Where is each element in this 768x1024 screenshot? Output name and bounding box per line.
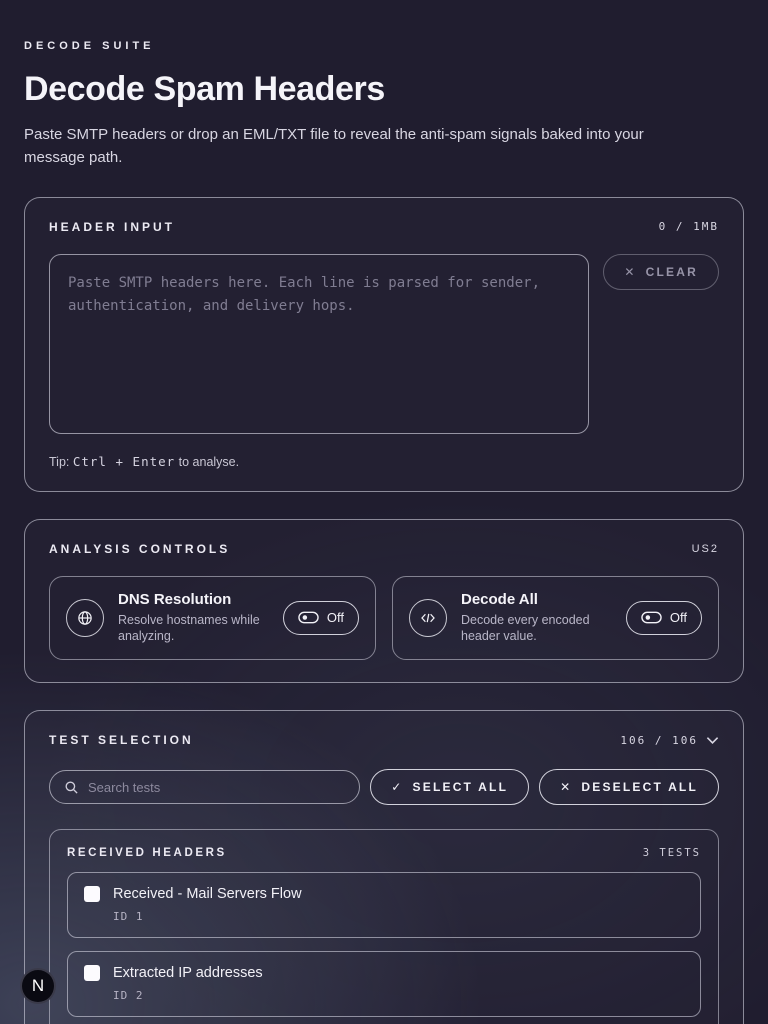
globe-icon	[66, 599, 104, 637]
select-all-button[interactable]	[370, 769, 529, 805]
page-title: Decode Spam Headers	[24, 70, 385, 108]
dns-resolution-toggle[interactable]	[283, 601, 359, 635]
test-item-received-mail-servers-flow[interactable]	[67, 872, 701, 938]
group-test-count: 3 TESTS	[642, 847, 701, 860]
header-input-label: HEADER INPUT	[49, 219, 176, 234]
test-row	[84, 965, 684, 981]
dev-badge-letter: N	[31, 976, 45, 995]
selection-counter: 106 / 106	[620, 733, 698, 747]
header-input-row	[49, 254, 719, 434]
tip-prefix: Tip:	[49, 454, 70, 469]
code-icon	[409, 599, 447, 637]
clear-button[interactable]	[603, 254, 719, 290]
search-box[interactable]	[49, 770, 360, 804]
test-selection-head	[49, 733, 719, 747]
hero	[24, 40, 744, 170]
deselect-all-button[interactable]	[539, 769, 719, 805]
close-icon: ✕	[560, 780, 573, 795]
page-description: Paste SMTP headers or drop an EML/TXT file to reveal the anti-spam signals baked into your message path.	[24, 126, 644, 167]
decode-all-description: Decode every encoded header value.	[461, 612, 590, 644]
test-id: ID 1	[113, 910, 144, 924]
selection-counter-wrap	[620, 734, 719, 747]
analysis-controls-label: ANALYSIS CONTROLS	[49, 541, 231, 556]
tip-shortcut: Ctrl + Enter	[72, 453, 176, 469]
test-selection-card	[24, 710, 744, 1024]
select-all-label: SELECT ALL	[412, 780, 509, 795]
headers-textarea[interactable]	[49, 254, 589, 434]
analysis-controls-head	[49, 542, 719, 556]
search-icon	[64, 780, 79, 795]
region-badge: US2	[691, 542, 719, 555]
decode-all-toggle[interactable]	[626, 601, 702, 635]
test-item-extracted-ip-addresses[interactable]	[67, 951, 701, 1017]
search-row	[49, 769, 719, 805]
header-input-head	[49, 220, 719, 234]
group-label: RECEIVED HEADERS	[67, 847, 227, 860]
app-eyebrow: DECODE SUITE	[24, 40, 155, 52]
checkbox-icon[interactable]	[84, 965, 100, 981]
dns-resolution-description: Resolve hostnames while analyzing.	[118, 612, 260, 644]
close-icon: ✕	[624, 264, 637, 279]
dev-badge[interactable]	[20, 968, 56, 1004]
keyboard-tip	[49, 454, 719, 469]
analysis-controls-card	[24, 519, 744, 684]
test-row	[84, 886, 684, 902]
dns-resolution-state: Off	[326, 610, 344, 626]
received-headers-group	[49, 829, 719, 1024]
received-headers-head	[67, 847, 701, 859]
dns-resolution-card	[49, 576, 376, 661]
test-title: Received - Mail Servers Flow	[113, 886, 302, 903]
dns-resolution-text	[118, 591, 269, 646]
size-counter: 0 / 1MB	[658, 220, 719, 233]
decode-all-card	[392, 576, 719, 661]
decode-all-state: Off	[669, 610, 687, 626]
clear-button-label: CLEAR	[645, 264, 698, 279]
header-input-card	[24, 197, 744, 492]
chevron-down-icon[interactable]	[706, 736, 719, 745]
decode-all-title: Decode All	[461, 590, 538, 608]
search-input[interactable]	[88, 780, 345, 795]
tip-suffix: to analyse.	[178, 454, 240, 469]
dns-resolution-title: DNS Resolution	[118, 590, 232, 608]
decode-all-text	[461, 591, 612, 646]
toggle-off-icon	[641, 611, 662, 624]
toggle-grid	[49, 576, 719, 661]
test-id: ID 2	[113, 989, 144, 1003]
test-selection-label: TEST SELECTION	[49, 733, 194, 748]
check-icon: ✓	[391, 780, 404, 795]
checkbox-icon[interactable]	[84, 886, 100, 902]
toggle-off-icon	[298, 611, 319, 624]
deselect-all-label: DESELECT ALL	[581, 780, 698, 795]
test-title: Extracted IP addresses	[113, 965, 263, 982]
